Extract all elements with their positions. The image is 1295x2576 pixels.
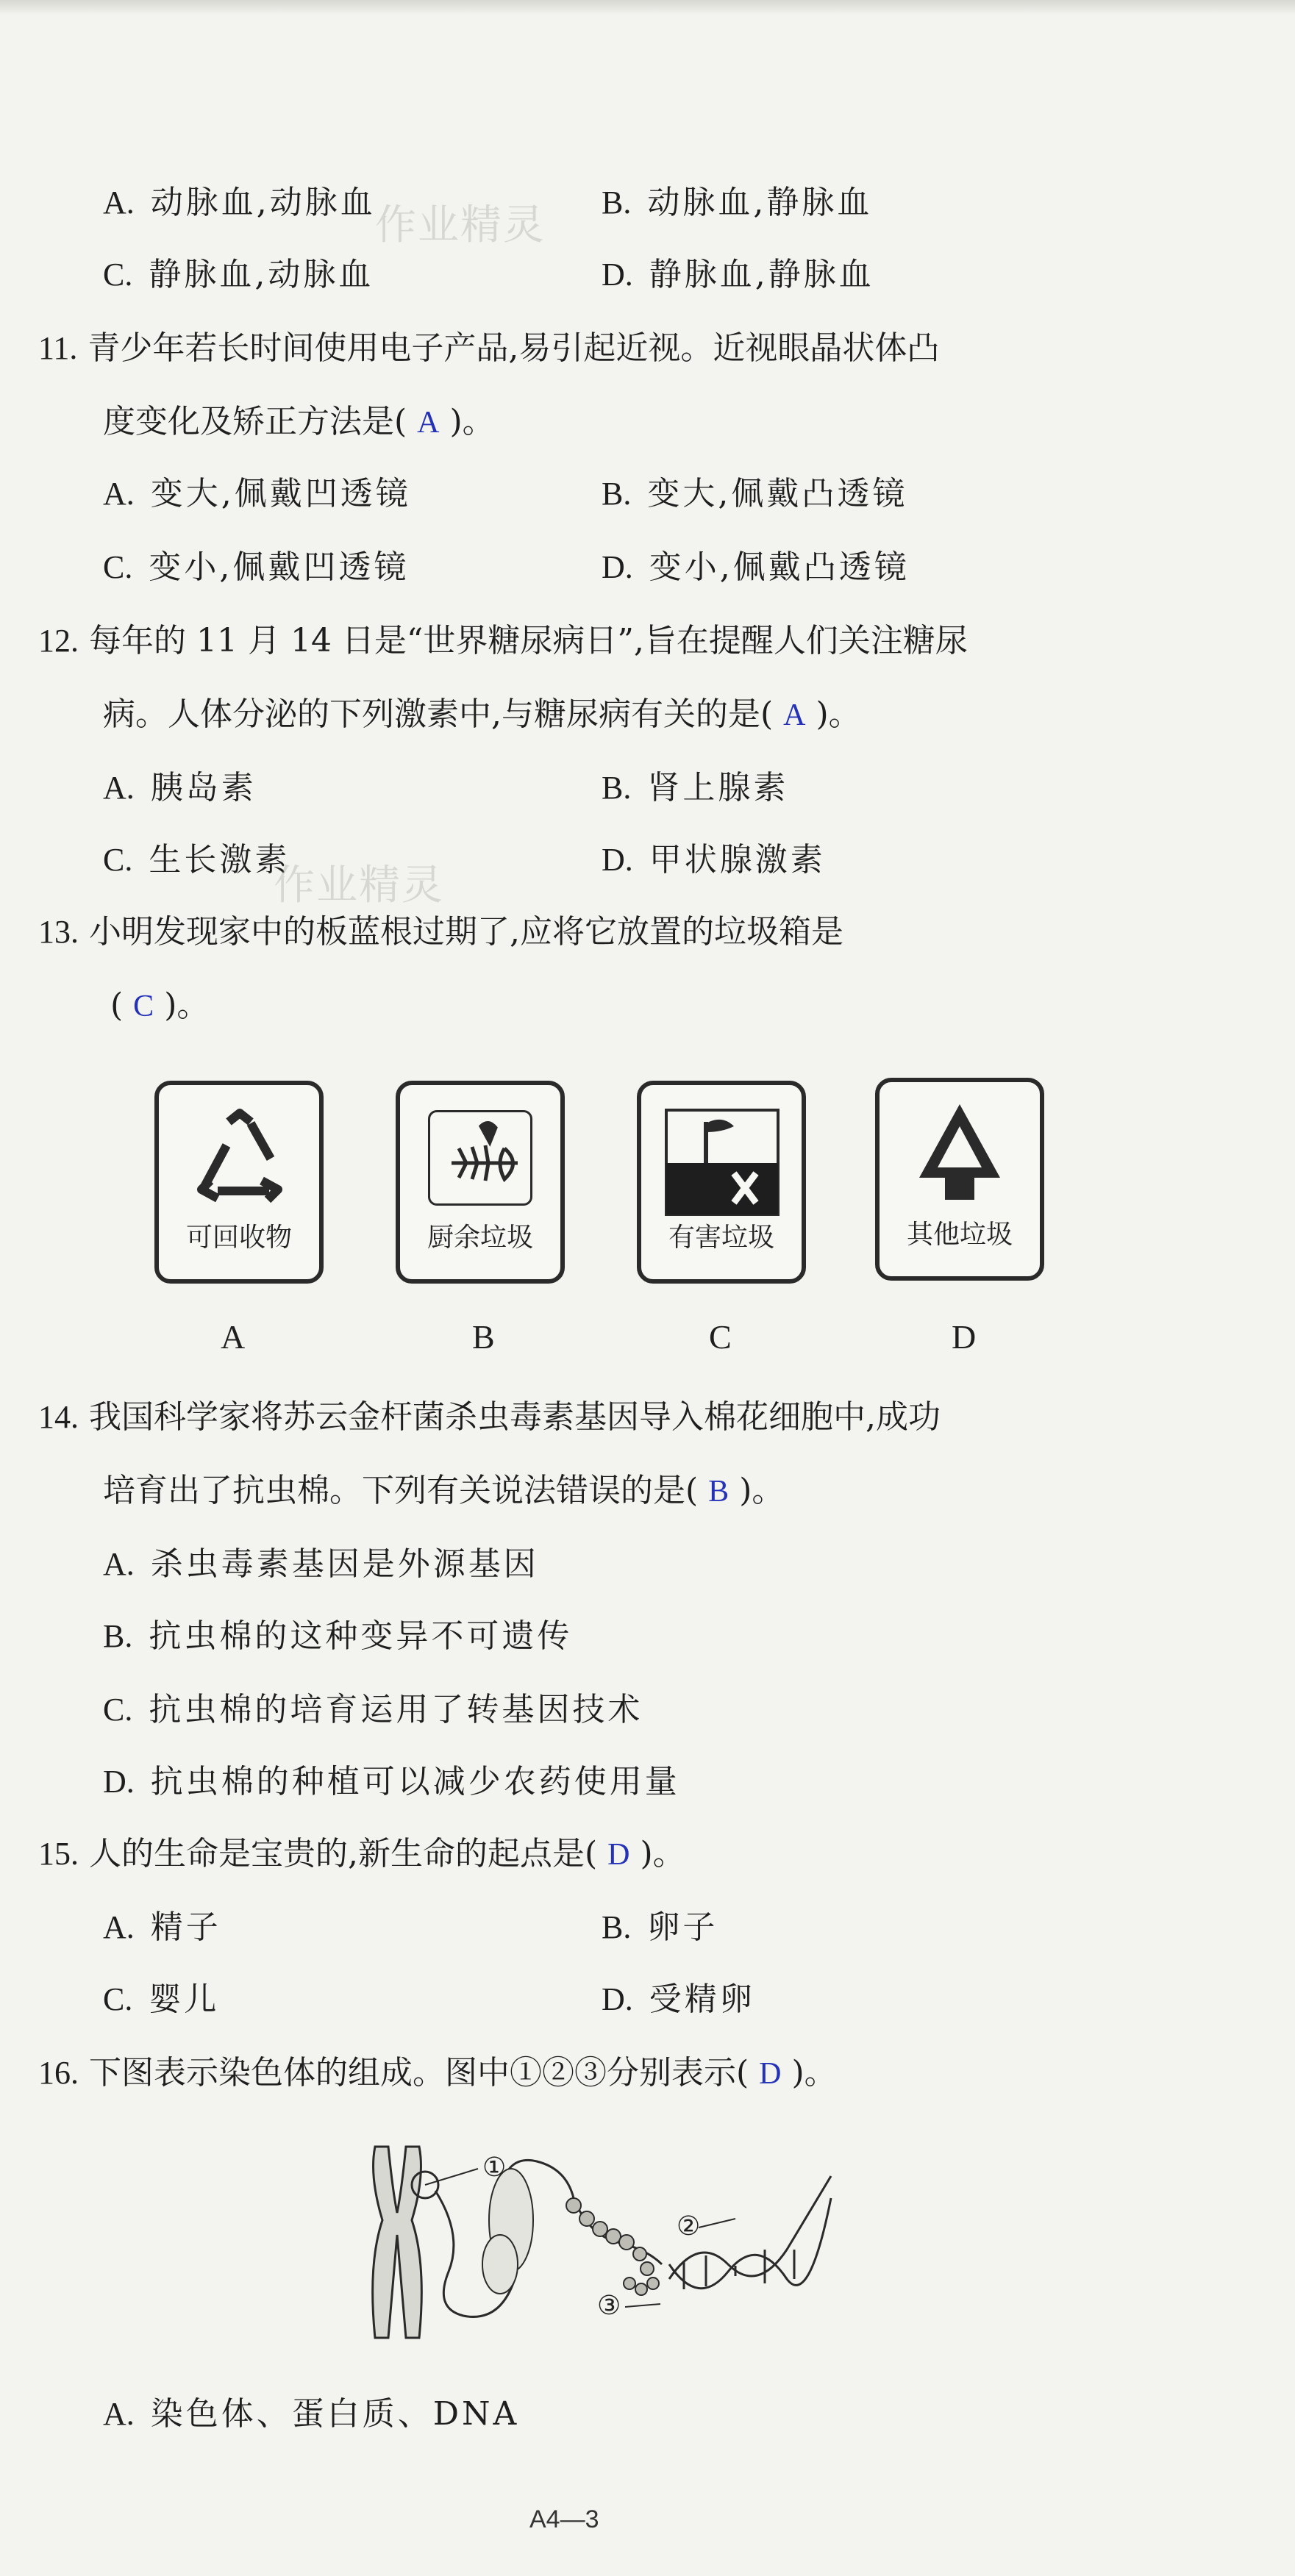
answer-mark: D [607,1838,630,1872]
option-letter: D. [602,257,633,293]
recycle-icon [188,1107,291,1210]
q11-option-d [602,547,910,588]
recyclable-bin [154,1081,324,1284]
figure-label-2: ② [677,2211,701,2242]
option-text: 变小,佩戴凹透镜 [149,548,410,586]
answer-mark: D [759,2057,782,2091]
option-text: 受精卵 [649,1981,755,2018]
option-letter: C. [103,1692,133,1728]
hazardous-waste-bin [637,1081,806,1284]
option-text: 变大,佩戴凸透镜 [647,475,908,512]
q14-option-b [103,1616,572,1657]
q10-option-c [103,254,374,296]
option-letter: A. [103,770,135,806]
q13-stem-line1 [38,912,843,953]
question-text: 培育出了抗虫棉。下列有关说法错误的是( [103,1472,699,1509]
other-waste-icon [905,1097,1015,1207]
option-letter: B. [103,1618,133,1654]
option-text: 肾上腺素 [647,769,789,806]
question-number: 16. [38,2055,79,2091]
answer-mark: B [708,1475,729,1509]
question-text: 人的生命是宝贵的,新生命的起点是( [89,1835,598,1872]
option-text: 静脉血,动脉血 [149,256,374,293]
figure-label-3: ③ [597,2291,621,2321]
q14-stem-line1 [38,1397,941,1438]
option-letter: B. [602,1909,632,1945]
q11-stem-line1 [38,328,939,369]
question-text: )。 [791,2054,837,2092]
q14-option-c [103,1689,643,1731]
option-letter: A. [103,2396,135,2432]
option-text: 杀虫毒素基因是外源基因 [150,1545,539,1583]
watermark: 作业精灵 [375,201,546,249]
option-letter: A. [103,185,135,221]
q10-option-d [602,254,874,296]
bin-label: 可回收物 [185,1223,292,1253]
q11-option-a [103,473,411,515]
bin-letter-d: D [952,1318,977,1356]
question-text: 我国科学家将苏云金杆菌杀虫毒素基因导入棉花细胞中,成功 [89,1398,941,1436]
option-text: 抗虫棉的这种变异不可遗传 [149,1617,573,1655]
question-number: 15. [38,1836,79,1872]
q14-stem-line2 [103,1470,784,1512]
question-text: 病。人体分泌的下列激素中,与糖尿病有关的是( [103,695,774,733]
option-text: 精子 [150,1908,221,1946]
chromosome-diagram [353,2132,853,2353]
answer-mark: C [133,990,154,1023]
option-text: 抗虫棉的培育运用了转基因技术 [149,1691,643,1728]
q12-stem-line2 [103,694,861,736]
option-letter: D. [602,842,633,878]
scan-edge [0,0,1295,15]
q15-option-c [103,1979,219,2020]
question-number: 11. [38,330,78,366]
question-text: )。 [739,1472,785,1509]
q14-option-a [103,1544,539,1585]
question-text: )。 [640,1835,685,1872]
question-text: ( [110,987,124,1024]
option-letter: A. [103,1909,135,1945]
kitchen-waste-bin [396,1081,565,1284]
q16-option-a [103,2394,519,2435]
bin-label: 有害垃圾 [668,1223,774,1253]
q10-option-a [103,182,376,223]
option-text: 变小,佩戴凸透镜 [649,548,910,586]
bin-letter-b: B [472,1318,495,1356]
bin-letter-a: A [221,1318,246,1356]
question-text: )。 [816,695,861,733]
q12-stem-line1 [38,620,968,662]
option-letter: A. [103,1546,135,1582]
q16-stem [38,2053,837,2094]
option-letter: D. [602,1981,633,2017]
q15-stem [38,1833,685,1875]
option-text: 动脉血,静脉血 [647,184,873,221]
option-text: 染色体、蛋白质、DNA [150,2395,520,2433]
question-number: 12. [38,623,79,659]
question-text: )。 [164,987,210,1024]
q12-option-a [103,768,257,809]
q15-option-b [602,1907,718,1948]
q12-option-c [103,840,290,881]
bin-label: 厨余垃圾 [427,1223,533,1253]
q14-option-d [103,1761,680,1803]
q12-option-d [602,840,826,881]
other-waste-bin [875,1078,1044,1281]
watermark: 作业精灵 [274,862,444,909]
option-letter: C. [103,1981,133,2017]
option-letter: B. [602,185,632,221]
question-text: 每年的 11 月 14 日是“世界糖尿病日”,旨在提醒人们关注糖尿 [89,622,968,659]
option-text: 静脉血,静脉血 [649,256,874,293]
bin-label: 其他垃圾 [906,1220,1013,1250]
option-text: 卵子 [647,1908,718,1946]
q11-option-b [602,473,907,515]
q10-option-b [602,182,872,223]
option-letter: C. [103,842,133,878]
question-number: 14. [38,1399,79,1435]
hazard-icon [663,1107,781,1217]
answer-mark: A [417,406,440,440]
option-letter: C. [103,549,133,585]
q15-option-d [602,1979,755,2020]
option-text: 生长激素 [149,841,290,879]
q11-stem-line2 [103,401,495,443]
answer-mark: A [783,698,806,732]
question-text: 度变化及矫正方法是( [103,403,407,440]
q11-option-c [103,547,409,588]
bin-letter-c: C [709,1318,732,1356]
question-text: )。 [449,403,495,440]
q13-stem-line2 [110,985,209,1027]
option-letter: B. [602,770,632,806]
option-letter: D. [602,549,633,585]
question-text: 青少年若长时间使用电子产品,易引起近视。近视眼晶状体凸 [88,329,940,367]
option-letter: A. [103,476,135,512]
option-text: 胰岛素 [150,769,257,806]
option-letter: B. [602,476,632,512]
question-number: 13. [38,914,79,950]
option-text: 抗虫棉的种植可以减少农药使用量 [150,1763,680,1800]
question-text: 小明发现家中的板蓝根过期了,应将它放置的垃圾箱是 [89,913,843,951]
option-text: 婴儿 [149,1981,220,2018]
question-text: 下图表示染色体的组成。图中①②③分别表示( [89,2054,749,2092]
option-letter: C. [103,257,133,293]
fishbone-icon [437,1112,532,1207]
option-text: 甲状腺激素 [649,841,826,879]
q15-option-a [103,1907,221,1948]
figure-label-1: ① [482,2153,507,2183]
option-text: 变大,佩戴凹透镜 [150,475,411,512]
q12-option-b [602,768,788,809]
option-text: 动脉血,动脉血 [150,184,376,221]
option-letter: D. [103,1764,135,1800]
page-number: A4—3 [529,2505,599,2533]
